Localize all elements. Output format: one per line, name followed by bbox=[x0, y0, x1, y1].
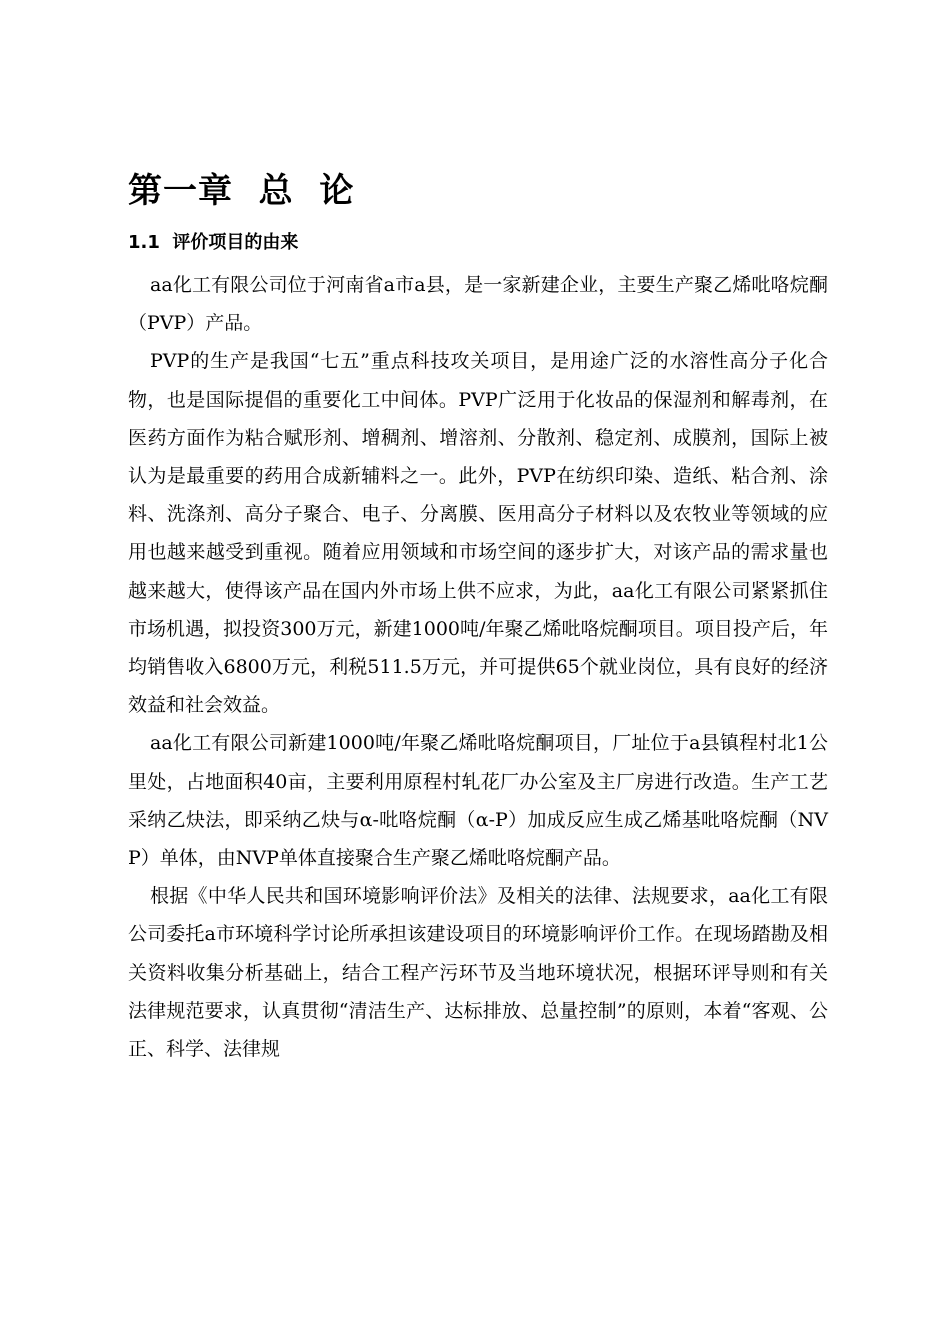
paragraph-project-intro: aa化工有限公司位于河南省a市a县，是一家新建企业，主要生产聚乙烯吡咯烷酮（PVP）产品。 bbox=[128, 274, 828, 335]
chapter-title: 第一章 总 论 bbox=[128, 171, 355, 211]
paragraph-eia-basis: 根据《中华人民共和国环境影响评价法》及相关的法律、法规要求，aa化工有限公司委托a市环境科学讨论所承担该建设项目的环境影响评价工作。在现场踏勘及相关资料收集分析基础上，结合工程产污环节及当地环境状况，根据环评导则和有关法律规范要求，认真贯彻“清洁生产、达标排放、总量控制”的原则，本着“客观、公正、科学、法律规 bbox=[128, 885, 828, 1061]
paragraph-site-process: aa化工有限公司新建1000吨/年聚乙烯吡咯烷酮项目，厂址位于a县镇程村北1公里处，占地面积40亩，主要利用原程村轧花厂办公室及主厂房进行改造。生产工艺采纳乙炔法，即采纳乙炔与α-吡咯烷酮（α-P）加成反应生成乙烯基吡咯烷酮（NVP）单体，由NVP单体直接聚合生产聚乙烯吡咯烷酮产品。 bbox=[128, 732, 828, 870]
section-title: 1.1 评价项目的由来 bbox=[128, 232, 299, 253]
paragraph-pvp-background: PVP的生产是我国“七五”重点科技攻关项目，是用途广泛的水溶性高分子化合物，也是国际提倡的重要化工中间体。PVP广泛用于化妆品的保湿剂和解毒剂，在医药方面作为粘合赋形剂、增稠剂、增溶剂、分散剂、稳定剂、成膜剂，国际上被认为是最重要的药用合成新辅料之一。此外，PVP在纺织印染、造纸、粘合剂、涂料、洗涤剂、高分子聚合、电子、分离膜、医用高分子材料以及农牧业等领域的应用也越来越受到重视。随着应用领域和市场空间的逐步扩大，对该产品的需求量也越来越大，使得该产品在国内外市场上供不应求，为此，aa化工有限公司紧紧抓住市场机遇，拟投资300万元，新建1000吨/年聚乙烯吡咯烷酮项目。项目投产后，年均销售收入6800万元，利税511.5万元，并可提供65个就业岗位，具有良好的经济效益和社会效益。 bbox=[128, 350, 828, 717]
page-content bbox=[128, 166, 828, 1068]
